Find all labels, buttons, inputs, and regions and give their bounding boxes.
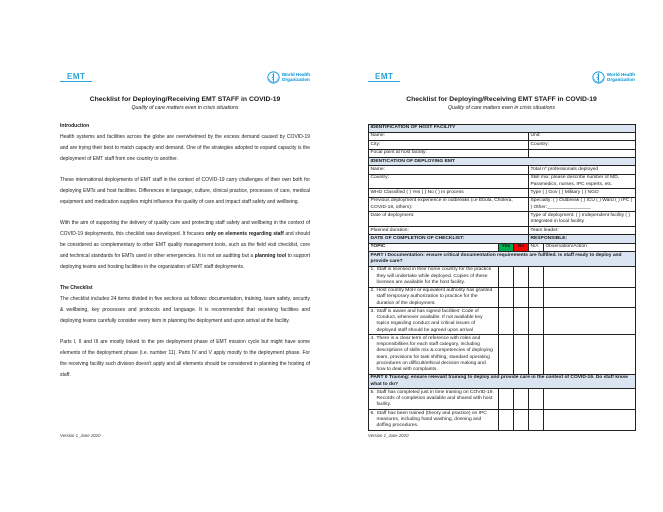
table-row (369, 197, 636, 212)
yes-checkbox-cell (499, 308, 514, 335)
checklist-item-text: 6. Staff has been trained (theory and practice) on IPC measures, including hand washing, donning and doffing procedures. (369, 410, 499, 431)
table-row (369, 174, 636, 189)
who-logo-text-line2: Organization (281, 77, 310, 82)
no-checkbox-cell (514, 287, 529, 308)
observation-cell (544, 335, 636, 374)
who-emblem-icon (267, 71, 280, 84)
table-row (369, 149, 636, 157)
no-checkbox-cell (514, 266, 529, 287)
yes-checkbox-cell (499, 287, 514, 308)
page-title: Checklist for Deploying/Receiving EMT STAFF in COVID-19 (406, 96, 597, 103)
document-page-1 (28, 55, 330, 455)
observation-cell (544, 266, 636, 287)
field-label-right: Total nº professionals deployed (529, 166, 636, 174)
field-label-left: Date of deployment: (369, 212, 529, 227)
field-label-left: Name: (369, 166, 529, 174)
field-label-right: Country: (529, 141, 636, 149)
who-logo (267, 71, 310, 84)
section-header-cell: IDENTIFICATION OF HOST FACILITY (369, 124, 636, 132)
field-label-right: Skill mix: please describe number of MD, Paramedics, nurses, IPC experts, etc. (529, 174, 636, 189)
paragraph: The checklist includes 24 items divided in five sections as follows: documentation, training, team safety, security & wellbeing, key processes and protocols and language. It is recommended that receiving facilities and deploying teams carefully consider every item in planning the deployment and upon arrival at the facility. (60, 295, 310, 324)
yes-header-cell: Yes (499, 243, 514, 251)
table-row (369, 335, 636, 374)
document-page-2 (340, 55, 645, 455)
table-row (369, 252, 636, 267)
no-checkbox-cell (514, 410, 529, 431)
field-label-left: Planned duration: (369, 227, 529, 235)
who-logo-text-line2: Organization (606, 77, 635, 82)
observation-cell (544, 308, 636, 335)
field-label-left: DATE OF COMPLETION OF CHECKLIST: (369, 235, 529, 243)
table-row (369, 158, 636, 166)
table-row (369, 243, 636, 251)
table-row (369, 132, 636, 140)
na-checkbox-cell (529, 308, 544, 335)
table-row (369, 166, 636, 174)
checklist-item-text: 4. There is a clear term of reference with roles and responsibilities for each staff category, including descriptions of skills mix & competencies of deploying team, provisions for task shifting, standard operating procedures on difficult/ethical decision making and how to deal with complaints. (369, 335, 499, 374)
who-logo (592, 71, 635, 84)
table-row (369, 212, 636, 227)
field-label-right: Team leader: (529, 227, 636, 235)
checklist-item-text: 2. Host country MoH or equivalent authority has granted staff temporary authorization to practice for the duration of the deployment. (369, 287, 499, 308)
version-footer: Version 1_June 2020 (60, 433, 101, 438)
field-label-right (529, 149, 636, 157)
section-heading: The Checklist (60, 284, 93, 291)
na-checkbox-cell (529, 410, 544, 431)
field-label-left: Name: (369, 132, 529, 140)
na-checkbox-cell (529, 266, 544, 287)
table-row (369, 141, 636, 149)
paragraph: Health systems and facilities across the globe are overwhelmed by the excess demand caused by COVID-19 and are trying their best to match capacity and demand. One of the strategies adopted to expand capacity is the deployment of EMT staff from one country to another. (60, 133, 310, 162)
page-title: Checklist for Deploying/Receiving EMT STAFF in COVID-19 (89, 96, 281, 103)
body-text (60, 121, 310, 381)
topic-header-cell: TOPIC (369, 243, 499, 251)
part-header-cell: PART II Training: ensure relevant training to deploy and provide care in the context of COVID-19. Do staff know what to do? (369, 374, 636, 389)
paragraph: Parts I, II and III are mostly linked to the pre deployment phase of EMT mission cycle but might have some elements of the deployment phase (i.e. number 11). Parts IV and V apply mostly to the deployment phase. For the receiving facility such division doesn't apply and all elements should be considered in planning the hosting of staff. (60, 338, 310, 378)
field-label-left: Focal point at host facility: (369, 149, 529, 157)
page-subtitle: Quality of care matters even in crisis situations (448, 104, 555, 111)
yes-checkbox-cell (499, 266, 514, 287)
observation-header-cell: Observation/Action (544, 243, 636, 251)
table-row (369, 287, 636, 308)
field-label-left: Previous deployment experience in outbreaks (i.e Ebola, Cholera, COVID-19, others): (369, 197, 529, 212)
table-row (369, 227, 636, 235)
field-label-right: Type ( ) Gov ( ) Military ( ) NGO (529, 189, 636, 197)
no-checkbox-cell (514, 389, 529, 410)
table-row (369, 410, 636, 431)
table-row (369, 189, 636, 197)
paragraph: These international deployments of EMT staff in the context of COVID-19 carry challenges of their own both for deploying EMTs and host facilities. Differences in language, culture, clinical practice, processes of care, medical equipment and medication supplies might influence the quality of care and impact staff safety and wellbeing. (60, 176, 310, 205)
table-row (369, 374, 636, 389)
field-label-right: RESPONSIBLE: (529, 235, 636, 243)
observation-cell (544, 287, 636, 308)
field-label-left: WHO Classified ( ) Yes ( ) No ( ) In process (369, 189, 529, 197)
checklist-item-text: 3. Staff is aware and has signed facilities' Code of Conduct, whenever available. If not available key topics regarding conduct and critical issues of deployed staff should be agreed upon arrival (369, 308, 499, 335)
who-logo-text-line1: World Health (606, 72, 635, 77)
table-row (369, 266, 636, 287)
yes-checkbox-cell (499, 335, 514, 374)
who-logo-text-line1: World Health (281, 72, 310, 77)
na-checkbox-cell (529, 335, 544, 374)
na-checkbox-cell (529, 389, 544, 410)
checklist-form-table (368, 124, 636, 431)
observation-cell (544, 410, 636, 431)
page-subtitle: Quality of care matters even in crisis situations (131, 104, 239, 111)
checklist-item-text: 1. Staff is licensed in their home country for the practice they will undertake while deployed. Copies of these licenses are available for the host facility. (369, 266, 499, 287)
observation-cell (544, 389, 636, 410)
na-checkbox-cell (529, 287, 544, 308)
table-row (369, 389, 636, 410)
emt-logo: EMT (368, 72, 400, 82)
no-checkbox-cell (514, 335, 529, 374)
checklist-item-text: 5. Staff has completed just in time training on COVID-19. Records of completion available and shared with host facility. (369, 389, 499, 410)
page-header (60, 55, 310, 89)
section-heading: Introduction (60, 122, 90, 129)
yes-checkbox-cell (499, 410, 514, 431)
field-label-right: Specialty: ( ) Outbreak ( ) ICU ( ) Ward ( ) IPC ( ) Other:________________ (529, 197, 636, 212)
field-label-left: City: (369, 141, 529, 149)
page-header (368, 55, 635, 89)
who-emblem-icon (592, 71, 605, 84)
table-row (369, 235, 636, 243)
yes-checkbox-cell (499, 389, 514, 410)
table-row (369, 308, 636, 335)
na-header-cell: N/A (529, 243, 544, 251)
field-label-left: Country: (369, 174, 529, 189)
table-row (369, 124, 636, 132)
field-label-right: Unit: (529, 132, 636, 140)
field-label-right: Type of deployment: ( ) Independent facility ( ) Integrated in local facility (529, 212, 636, 227)
emt-logo: EMT (60, 72, 92, 82)
no-header-cell: No (514, 243, 529, 251)
paragraph: With the aim of supporting the delivery of quality care and protecting staff safety and wellbeing in the context of COVID-19 deployments, this checklist was developed. It focuses only on elements regarding staff and should be considered as complementary to other EMT quality management tools, such as the field visit checklist, core and technical standards for EMTs used in other emergencies. It is not an auditing but a planning tool to support deploying teams and hosting facilities in the organization of EMT staff deployments. (60, 219, 310, 270)
version-footer: Version 1_June 2020 (368, 433, 409, 438)
part-header-cell: PART I Documentation: ensure critical documentation requirements are fulfilled. Is staff ready to deploy and provide care? (369, 252, 636, 267)
no-checkbox-cell (514, 308, 529, 335)
section-header-cell: IDENTICATION OF DEPLOYING EMT (369, 158, 636, 166)
